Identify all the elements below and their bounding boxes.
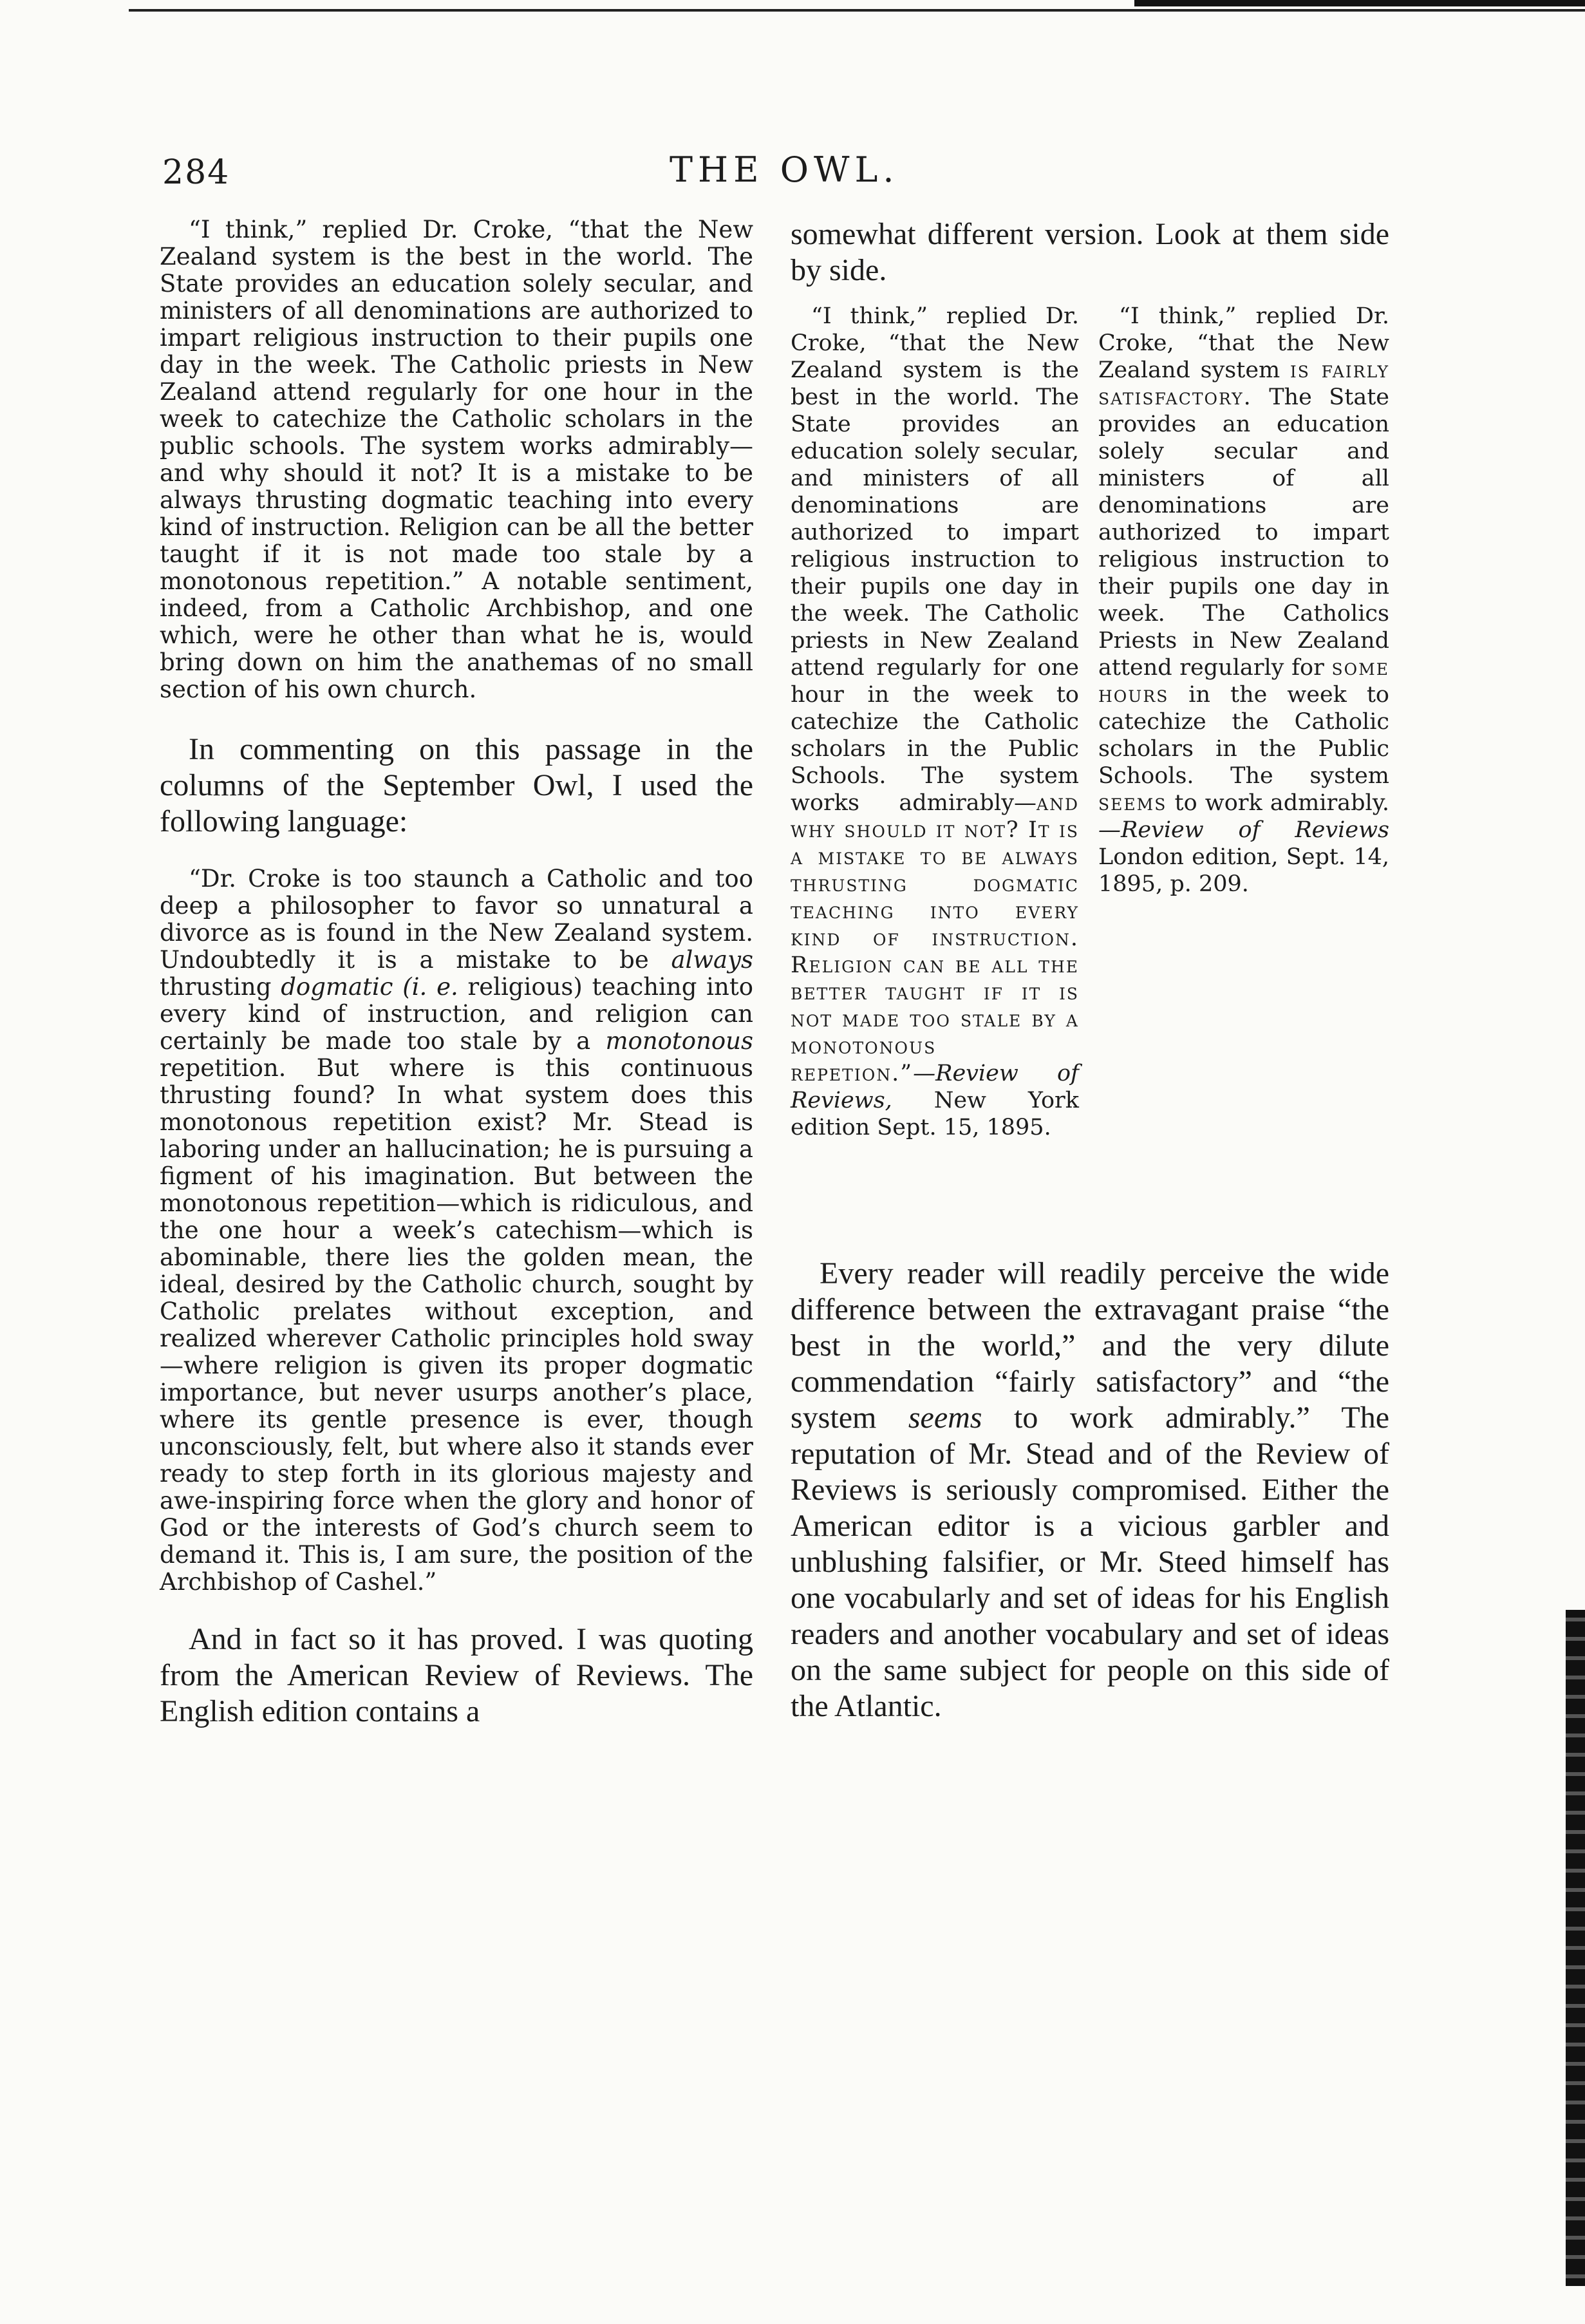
quote-croke bbox=[160, 216, 753, 703]
quote-croke-text: “I think,” replied Dr. Croke, “that the New Zealand system is the best in the world. The State provides an education solely secular, and ministers of all denominations are authorized to impart religious instruction to their pupils one day in the week. The Catholic priests in New Zealand attend regularly for one hour in the week to catechize the Catholic scholars in the public schools. The system works admirably—and why should it not? It is a mistake to be always thrusting dogmatic teaching into every kind of instruction. Religion can be all the better taught if it is not made too stale by a monotonous repetition.” A notable sentiment, indeed, from a Catholic Archbishop, and one which, were he other than what he is, would bring down on him the anathemas of no small section of his own church. bbox=[160, 216, 753, 703]
scan-rule-top bbox=[129, 9, 1585, 12]
closing-text: Every reader will readily perceive the wide difference between the extravagant praise “the best in the world,” and the very dilute commendation “fairly satisfactory” and “the system seems to work admirably.” The reputation of Mr. Stead and of the Review of Reviews is seriously compromised. Either the American editor is a vicious garbler and unblushing falsifier, or Mr. Steed himself has one vocabularly and set of ideas for his English readers and another vocabulary and set of ideas on the same subject for people on this side of the Atlantic. bbox=[791, 1256, 1390, 1723]
page-number: 284 bbox=[162, 153, 230, 192]
comparison-intro-text: somewhat different version. Look at them side by side. bbox=[791, 217, 1389, 287]
commentary-text: In commenting on this passage in the columns of the September Owl, I used the following language: bbox=[160, 732, 753, 838]
running-title: THE OWL. bbox=[670, 149, 899, 190]
comparison-intro bbox=[791, 216, 1389, 288]
quote-owl bbox=[160, 865, 753, 1596]
left-column bbox=[160, 216, 753, 1730]
scan-edge-right bbox=[1566, 1610, 1585, 2286]
conclusion-paragraph bbox=[160, 1621, 753, 1730]
right-column bbox=[791, 216, 1389, 1724]
english-edition-column bbox=[1098, 303, 1389, 898]
american-edition-column bbox=[791, 303, 1079, 1141]
commentary-paragraph bbox=[160, 732, 753, 840]
quote-owl-text: “Dr. Croke is too staunch a Catholic and too deep a philosopher to favor so unnatural a divorce as is found in the New Zealand system. Undoubtedly it is a mistake to be always thrusting dogmatic (i. e. religious) teaching into every kind of instruction, and religion can certainly be made too stale by a monotonous repetition. But where is this continuous thrusting found? In what system does this monotonous repetition exist? Mr. Stead is laboring under an hallucination; he is pursuing a figment of his imagination. But between the monotonous repetition—which is ridiculous, and the one hour a week’s catechism—which is abominable, there lies the golden mean, the ideal, desired by the Catholic church, sought by Catholic prelates without exception, and realized wherever Catholic principles hold sway—where religion is given its proper dogmatic importance, but never usurps another’s place, where its gentle presence is ever, though unconsciously, felt, but where also it stands ever ready to step forth in its glorious majesty and awe-inspiring force when the glory and honor of God or the interests of God’s church seem to demand it. This is, I am sure, the position of the Archbishop of Cashel.” bbox=[160, 865, 753, 1596]
scan-edge-top bbox=[1134, 0, 1585, 6]
comparison-columns bbox=[791, 303, 1389, 1249]
closing-paragraph bbox=[791, 1256, 1389, 1724]
english-edition-text: “I think,” replied Dr. Croke, “that the New Zealand system is fairly satisfactory. The State provides an education solely secular and ministers of all denominations are authorized to impart religious instruction to their pupils one day in week. The Catholics Priests in New Zealand attend regularly for some hours in the week to catechize the Catholic scholars in the Public Schools. The system seems to work admirably.—Review of Reviews London edition, Sept. 14, 1895, p. 209. bbox=[1098, 303, 1390, 897]
american-edition-text: “I think,” replied Dr. Croke, “that the New Zealand system is the best in the world. The State provides an education solely secular, and ministers of all denominations are authorized to impart religious instruction to their pupils one day in the week. The Catholic priests in New Zealand attend regularly for one hour in the week to catechize the Catholic scholars in the Public Schools. The system works admirably—and why should it not? It is a mistake to be always thrusting dogmatic teaching into every kind of instruction. Religion can be all the better taught if it is not made too stale by a monotonous repetion.”—Review of Reviews, New York edition Sept. 15, 1895. bbox=[791, 303, 1079, 1140]
conclusion-text: And in fact so it has proved. I was quoting from the American Review of Reviews. The English edition contains a bbox=[160, 1622, 753, 1728]
